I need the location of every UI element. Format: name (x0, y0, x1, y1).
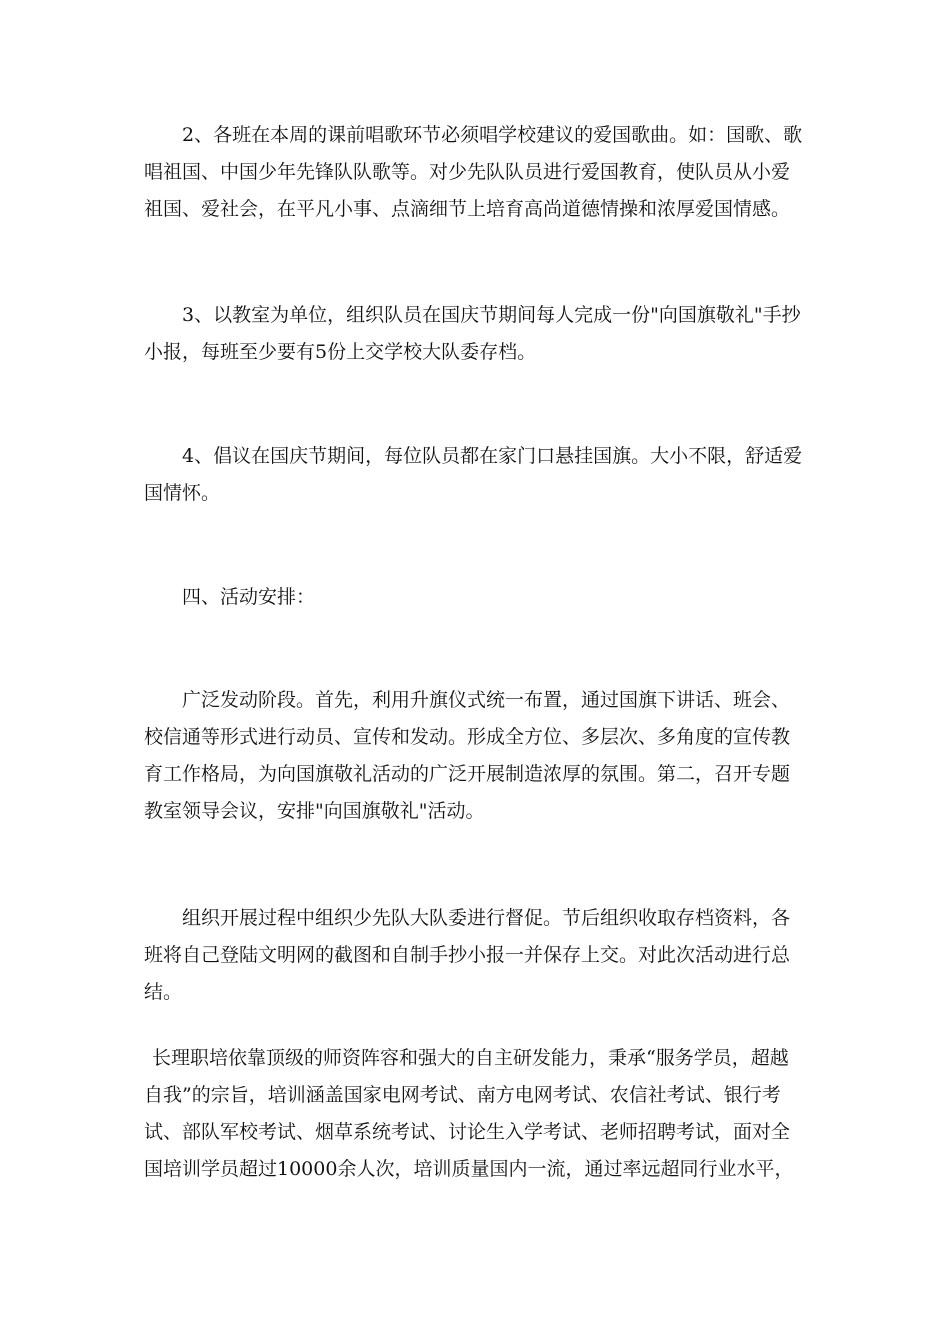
paragraph-organization: 组织开展过程中组织少先队大队委进行督促。节后组织收取存档资料，各班将自己登陆文明网的截图和自制手抄小报一并保存上交。对此次活动进行总结。 (144, 907, 791, 1003)
paragraph-item-2: 2、各班在本周的课前唱歌环节必须唱学校建议的爱国歌曲。如：国歌、歌唱祖国、中国少年先锋队队歌等。对少先队队员进行爱国教育，使队员从小爱祖国、爱社会，在平凡小事、点滴细节上培育高尚道德情操和浓厚爱国情感。 (144, 124, 803, 220)
paragraph-promo: 长理职培依靠顶级的师资阵容和强大的自主研发能力，秉承“服务学员，超越自我”的宗旨，培训涵盖国家电网考试、南方电网考试、农信社考试、银行考试、部队军校考试、烟草系统考试、讨论生入学考试、老师招聘考试，面对全国培训学员超过10000余人次，培训质量国内一流，通过率远超同行业水平， (144, 1047, 794, 1180)
paragraph-mobilization: 广泛发动阶段。首先，利用升旗仪式统一布置，通过国旗下讲话、班会、校信通等形式进行动员、宣传和发动。形成全方位、多层次、多角度的宣传教育工作格局，为向国旗敬礼活动的广泛开展制造浓厚的氛围。第二，召开专题教室领导会议，安排"向国旗敬礼"活动。 (144, 689, 791, 822)
paragraph-item-4: 4、倡议在国庆节期间，每位队员都在家门口悬挂国旗。大小不限，舒适爱国情怀。 (144, 445, 803, 504)
section-heading: 四、活动安排： (182, 586, 316, 608)
paragraph-item-3: 3、以教室为单位，组织队员在国庆节期间每人完成一份"向国旗敬礼"手抄小报，每班至少要有5份上交学校大队委存档。 (144, 304, 801, 363)
